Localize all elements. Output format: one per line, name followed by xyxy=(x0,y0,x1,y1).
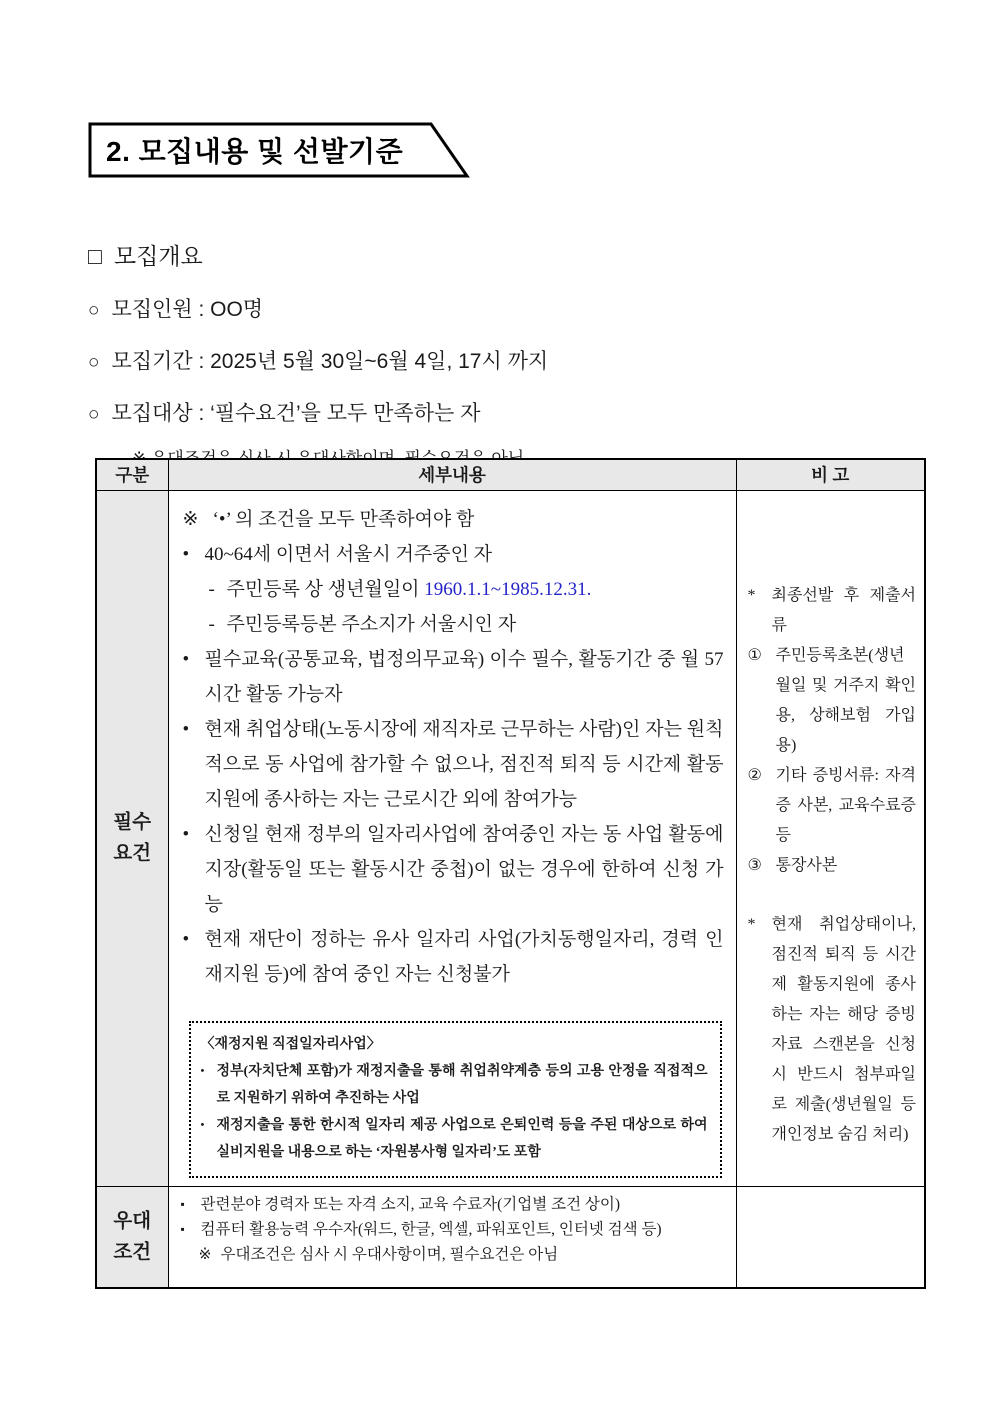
remark-text: 현재 취업상태이나, 점진적 퇴직 등 시간제 활동지원에 종사하는 자는 해당 증빙자료 스캔본을 신청 시 반드시 첨부파일로 제출(생년월일 등 개인정보 숨김 처리) xyxy=(771,915,916,1143)
header-remarks: 비 고 xyxy=(736,459,925,490)
square-bullet-icon: ▪ xyxy=(180,1196,185,1211)
overview-heading-label: 모집개요 xyxy=(113,243,203,269)
header-category: 구분 xyxy=(96,459,168,490)
bullet-icon: • xyxy=(182,718,190,740)
required-label-line2: 요건 xyxy=(113,843,152,864)
required-note-line xyxy=(183,502,724,537)
overview-item-text: 모집대상 : ‘필수요건’을 모두 만족하는 자 xyxy=(111,402,481,425)
circled-number-icon: ③ xyxy=(747,856,762,874)
remark-text: 주민등록초본(생년월일 및 거주지 확인용, 상해보험 가입용) xyxy=(775,646,916,754)
birthdate-range-highlight: 1960.1.1~1985.12.31. xyxy=(424,578,592,600)
required-item-text: 현재 재단이 정하는 유사 일자리 사업(가치동행일자리, 경력 인재지원 등)에 참여 중인 자는 신청불가 xyxy=(204,928,724,985)
required-subitem-text: 주민등록등본 주소지가 서울시인 자 xyxy=(226,613,517,635)
remark-text: 통장사본 xyxy=(775,856,838,874)
preferred-details-cell xyxy=(168,1186,736,1288)
preferred-label-line1: 우대 xyxy=(113,1210,152,1232)
remark-text: 최종선발 후 제출서류 xyxy=(771,586,916,634)
remarks-employment-proof xyxy=(748,910,917,1150)
circle-marker-icon: ○ xyxy=(88,404,100,425)
overview-item-text: 모집기간 : 2025년 5월 30일~6월 4일, 17시 까지 xyxy=(111,350,549,373)
preferred-label-line2: 조건 xyxy=(113,1241,152,1263)
preferred-row-label xyxy=(96,1186,168,1288)
remark-text: 기타 증빙서류: 자격증 사본, 교육수료증 등 xyxy=(775,766,916,844)
info-box-title: 〈재정지원 직접일자리사업〉 xyxy=(200,1036,381,1052)
required-remarks-cell xyxy=(736,490,925,1186)
required-row-label xyxy=(96,490,168,1186)
info-box-item xyxy=(201,1112,708,1166)
table-header-row xyxy=(96,459,925,490)
overview-heading xyxy=(88,238,888,271)
overview-item-recruit-count xyxy=(88,293,888,323)
required-label-line1: 필수 xyxy=(113,812,152,833)
preferred-item-experience xyxy=(181,1192,726,1217)
preferred-note xyxy=(181,1242,726,1267)
circled-number-icon: ② xyxy=(747,766,762,784)
required-details-cell xyxy=(168,490,736,1186)
required-subitem-text: 주민등록 상 생년월일이 xyxy=(226,578,425,600)
circle-marker-icon: ○ xyxy=(88,352,100,373)
circle-marker-icon: ○ xyxy=(88,300,100,321)
circled-number-icon: ① xyxy=(747,646,762,664)
required-note-text: ‘•’ 의 조건을 모두 만족하여야 함 xyxy=(212,508,475,530)
required-item-employment-status xyxy=(183,712,724,817)
required-requirements-row xyxy=(96,490,925,1186)
overview-section xyxy=(88,238,888,469)
remark-line xyxy=(748,581,917,641)
reference-marker-icon: ※ xyxy=(182,508,199,530)
required-item-text: 현재 취업상태(노동시장에 재직자로 근무하는 사람)인 자는 원칙적으로 동 사업에 참가할 수 없으나, 점진적 퇴직 등 시간제 활동지원에 종사하는 자는 근로시간 외에 참여가능 xyxy=(204,718,724,810)
square-marker-icon: □ xyxy=(88,243,102,269)
remark-line xyxy=(748,910,917,1150)
asterisk-marker-icon: * xyxy=(747,586,756,604)
required-item-age xyxy=(183,537,724,572)
fiscal-support-info-box xyxy=(189,1021,722,1178)
bullet-icon: • xyxy=(182,543,190,565)
preferred-item-text: 컴퓨터 활용능력 우수자(워드, 한글, 엑셀, 파워포인트, 인터넷 검색 등) xyxy=(200,1220,662,1238)
required-subitem-birthdate xyxy=(183,572,724,607)
required-item-gov-jobs xyxy=(183,817,724,922)
overview-item-text: 모집인원 : OO명 xyxy=(111,298,264,321)
bullet-icon: • xyxy=(182,823,190,845)
bullet-icon: • xyxy=(200,1064,205,1077)
square-bullet-icon: ▪ xyxy=(180,1221,185,1236)
preferred-note-text: 우대조건은 심사 시 우대사항이며, 필수요건은 아님 xyxy=(220,1245,559,1263)
required-item-text: 필수교육(공통교육, 법정의무교육) 이수 필수, 활동기간 중 월 57시간 활동 가능자 xyxy=(204,648,724,705)
preferred-item-computer-skills xyxy=(181,1217,726,1242)
criteria-table xyxy=(95,458,926,1289)
info-box-item xyxy=(201,1058,708,1112)
overview-item-recruit-period xyxy=(88,345,888,375)
remark-line xyxy=(748,761,917,851)
preferred-remarks-cell xyxy=(736,1186,925,1288)
dash-marker-icon: - xyxy=(208,578,215,600)
header-details: 세부내용 xyxy=(168,459,736,490)
bullet-icon: • xyxy=(182,928,190,950)
preferred-conditions-row xyxy=(96,1186,925,1288)
required-subitem-address xyxy=(183,607,724,642)
section-title: 2. 모집내용 및 선발기준 xyxy=(106,136,404,167)
bullet-icon: • xyxy=(200,1118,205,1131)
required-item-education xyxy=(183,642,724,712)
reference-marker-icon: ※ xyxy=(198,1245,212,1263)
remark-line xyxy=(748,851,917,881)
preferred-item-text: 관련분야 경력자 또는 자격 소지, 교육 수료자(기업별 조건 상이) xyxy=(200,1195,621,1213)
asterisk-marker-icon: * xyxy=(747,915,756,933)
overview-item-recruit-target xyxy=(88,397,888,427)
required-item-similar-jobs xyxy=(183,922,724,992)
remarks-submission-docs xyxy=(748,581,917,881)
info-box-item-text: 재정지출을 통한 한시적 일자리 제공 사업으로 은퇴인력 등을 주된 대상으로 하여 실비지원을 내용으로 하는 ‘자원봉사형 일자리’도 포함 xyxy=(216,1117,708,1160)
dash-marker-icon: - xyxy=(208,613,215,635)
section-banner xyxy=(88,122,470,178)
required-item-text: 신청일 현재 정부의 일자리사업에 참여중인 자는 동 사업 활동에 지장(활동일 또는 활동시간 중첩)이 없는 경우에 한하여 신청 가능 xyxy=(204,823,724,915)
info-box-item-text: 정부(자치단체 포함)가 재정지출을 통해 취업취약계층 등의 고용 안정을 직접적으로 지원하기 위하여 추진하는 사업 xyxy=(216,1063,708,1106)
required-item-text: 40~64세 이면서 서울시 거주중인 자 xyxy=(204,543,493,565)
bullet-icon: • xyxy=(182,648,190,670)
remark-line xyxy=(748,641,917,761)
